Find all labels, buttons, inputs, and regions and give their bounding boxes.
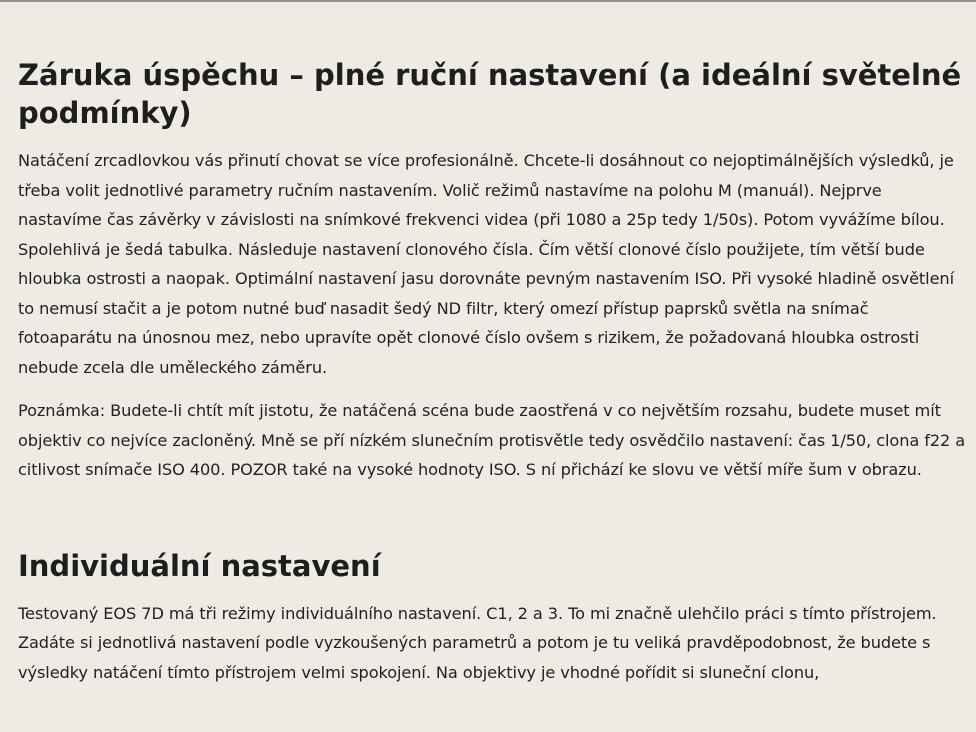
- paragraph-manual-settings: Natáčení zrcadlovkou vás přinutí chovat se více profesionálně. Chcete-li dosáhnout co nejoptimálnějších výsledků, je třeba volit jednotlivé parametry ručním nastavením. Volič režimů nastavíme na polohu M (manuál). Nejprve nastavíme čas závěrky v závislosti na snímkové frekvenci videa (při 1080 a 25p tedy 1/50s). Potom vyvážíme bílou. Spolehlivá je šedá tabulka. Následuje nastavení clonového čísla. Čím větší clonové číslo použijete, tím větší bude hloubka ostrosti a naopak. Optimální nastavení jasu dorovnáte pevným nastavením ISO. Při vysoké hladině osvětlení to nemusí stačit a je potom nutné buď nasadit šedý ND filtr, který omezí přístup paprsků světla na snímač fotoaparátu na únosnou mez, nebo upravíte opět clonové číslo ovšem s rizikem, že požadovaná hloubka ostrosti nebude zcela dle uměleckého záměru.: [18, 151, 954, 377]
- article: [0, 2, 976, 687]
- section-heading-individual-settings: Individuální nastavení: [18, 548, 381, 583]
- section-heading-manual-settings: Záruka úspěchu – plné ruční nastavení (a ideální světelné podmínky): [18, 58, 962, 130]
- paragraph-note: Poznámka: Budete-li chtít mít jistotu, že natáčená scéna bude zaostřená v co největším rozsahu, budete muset mít objektiv co nejvíce zacloněný. Mně se pří nízkém slunečním protisvětle tedy osvědčilo nastavení: čas 1/50, clona f22 a citlivost snímače ISO 400. POZOR také na vysoké hodnoty ISO. S ní přichází ke slovu ve větší míře šum v obrazu.: [18, 401, 966, 479]
- paragraph-individual-settings: Testovaný EOS 7D má tři režimy individuálního nastavení. C1, 2 a 3. To mi značně ulehčilo práci s tímto přístrojem. Zadáte si jednotlivá nastavení podle vyzkoušených parametrů a potom je tu veliká pravděpodobnost, že budete s výsledky natáčení tímto přístrojem velmi spokojení. Na objektivy je vhodné pořídit si sluneční clonu,: [18, 603, 937, 682]
